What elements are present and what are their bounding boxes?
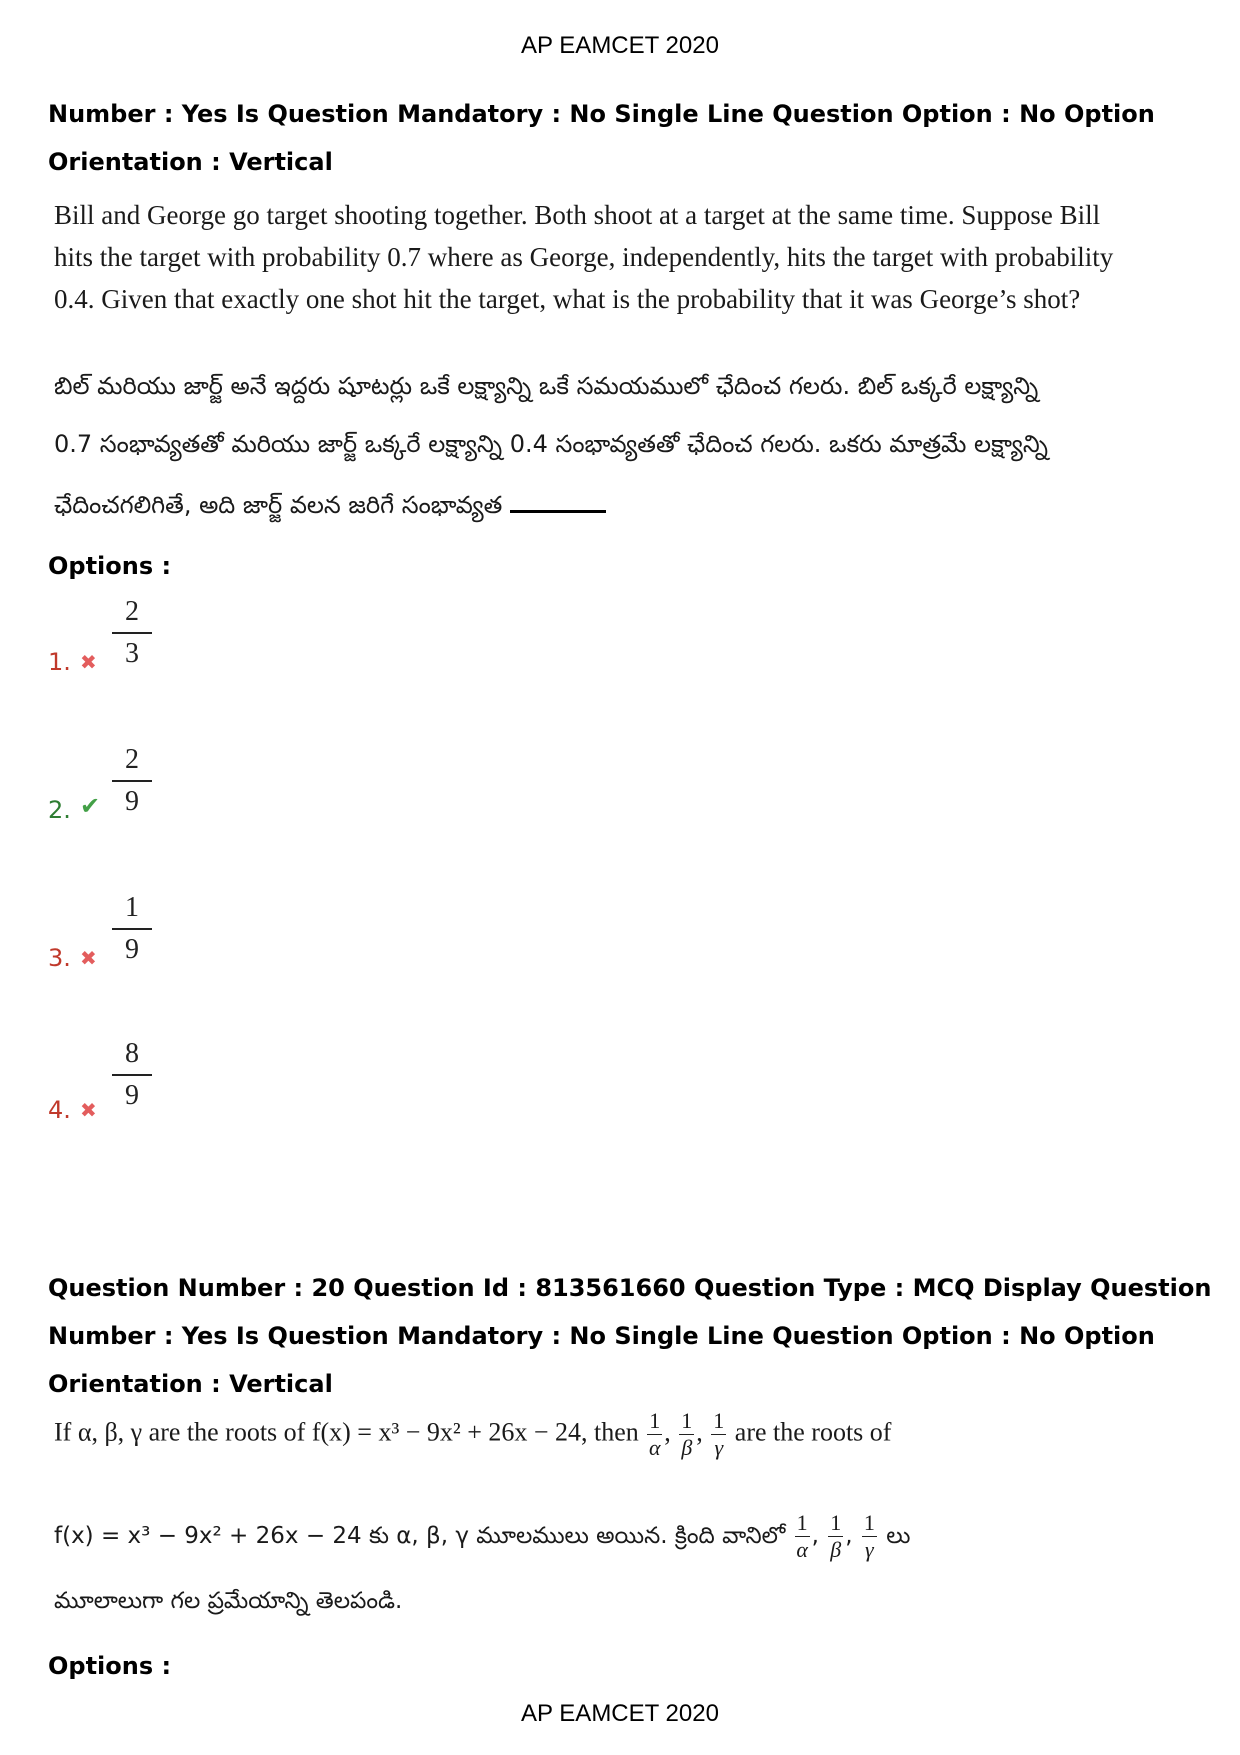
question-text-english: hits the target with probability 0.7 where as George, independently, hits the target with probability [54, 242, 1114, 272]
question-text-telugu: మూలాలుగా గల ప్రమేయాన్ని తెలపండి. [54, 1588, 403, 1614]
question-meta-line: Orientation : Vertical [48, 148, 333, 176]
option-2[interactable] [48, 740, 348, 850]
question-text-telugu-prefix: f(x) = x³ − 9x² + 26x − 24 కు α, β, γ మూలములు అయిన. క్రింది వానిలో [54, 1523, 786, 1549]
option-number: 2. [48, 796, 71, 824]
fraction [112, 596, 152, 670]
options-label: Options : [48, 1652, 172, 1680]
denominator: 9 [125, 1080, 139, 1111]
denominator: 3 [125, 638, 139, 669]
fraction [112, 892, 152, 966]
question-text-english-suffix: are the roots of [734, 1417, 892, 1447]
option-4[interactable] [48, 1034, 348, 1144]
answer-blank [510, 488, 606, 513]
numerator: 1 [112, 892, 152, 930]
question-text-telugu [54, 488, 606, 525]
option-3[interactable] [48, 888, 348, 998]
check-icon: ✔ [80, 792, 101, 820]
fraction-one-over-beta: $\frac{1}{\beta}$ [830, 1510, 842, 1562]
question-text-english: 0.4. Given that exactly one shot hit the target, what is the probability that it was George’s shot? [54, 284, 1081, 314]
fraction-one-over-gamma: $\frac{1}{\gamma}$ [863, 1510, 875, 1562]
question-text-telugu: 0.7 సంభావ్యతతో మరియు జార్జ్ ఒక్కరే లక్ష్యాన్ని 0.4 సంభావ్యతతో ఛేదించ గలరు. ఒకరు మాత్రమే లక్ష్యాన్ని [54, 430, 1048, 458]
page-footer: AP EAMCET 2020 [521, 1700, 719, 1727]
fraction [112, 744, 152, 818]
question-meta-line: Question Number : 20 Question Id : 813561660 Question Type : MCQ Display Question [48, 1274, 1212, 1302]
numerator: 2 [112, 596, 152, 634]
question-text-telugu: బిల్ మరియు జార్జ్ అనే ఇద్దరు షూటర్లు ఒకే లక్ష్యాన్ని ఒకే సమయములో ఛేదించ గలరు. బిల్ ఒక్కరే లక్ష్యాన్ని [54, 372, 1039, 400]
option-1[interactable] [48, 592, 348, 702]
cross-icon: ✖ [80, 946, 97, 970]
question-text-english-prefix: If α, β, γ are the roots of f(x) = x³ − 9x² + 26x − 24, then [54, 1417, 639, 1447]
fraction [112, 1038, 152, 1112]
numerator: 8 [112, 1038, 152, 1076]
question-text-telugu-suffix: లు [886, 1523, 911, 1549]
question-meta-line: Number : Yes Is Question Mandatory : No Single Line Question Option : No Option [48, 100, 1155, 128]
fraction-one-over-beta: $\frac{1}{\beta}$ [681, 1408, 693, 1460]
cross-icon: ✖ [80, 1098, 97, 1122]
question-text-english: If α, β, γ are the roots of f(x) = x³ − 9x² + 26x − 24, then $\frac{1}{\alpha}$ , $\frac{1}{\beta}$ , $\frac{1}{\gamma}$ are the roots of [54, 1408, 892, 1460]
question-text-telugu-line: ఛేదించగలిగితే, అది జార్జ్ వలన జరిగే సంభావ్యత [54, 491, 503, 519]
question-meta-line: Orientation : Vertical [48, 1370, 333, 1398]
denominator: 9 [125, 786, 139, 817]
fraction-one-over-gamma: $\frac{1}{\gamma}$ [713, 1408, 725, 1460]
numerator: 2 [112, 744, 152, 782]
cross-icon: ✖ [80, 650, 97, 674]
denominator: 9 [125, 934, 139, 965]
question-text-telugu: f(x) = x³ − 9x² + 26x − 24 కు α, β, γ మూలములు అయిన. క్రింది వానిలో $\frac{1}{\alpha}$ , $\frac{1}{\beta}$ , $\frac{1}{\gamma}$ లు [54, 1510, 911, 1562]
option-number: 1. [48, 648, 71, 676]
fraction-one-over-alpha: $\frac{1}{\alpha}$ [796, 1510, 808, 1562]
question-text-english: Bill and George go target shooting together. Both shoot at a target at the same time. Suppose Bill [54, 200, 1101, 230]
option-number: 4. [48, 1096, 71, 1124]
option-number: 3. [48, 944, 71, 972]
options-label: Options : [48, 552, 172, 580]
page-header: AP EAMCET 2020 [521, 32, 719, 59]
question-meta-line: Number : Yes Is Question Mandatory : No Single Line Question Option : No Option [48, 1322, 1155, 1350]
fraction-one-over-alpha: $\frac{1}{\alpha}$ [649, 1408, 661, 1460]
